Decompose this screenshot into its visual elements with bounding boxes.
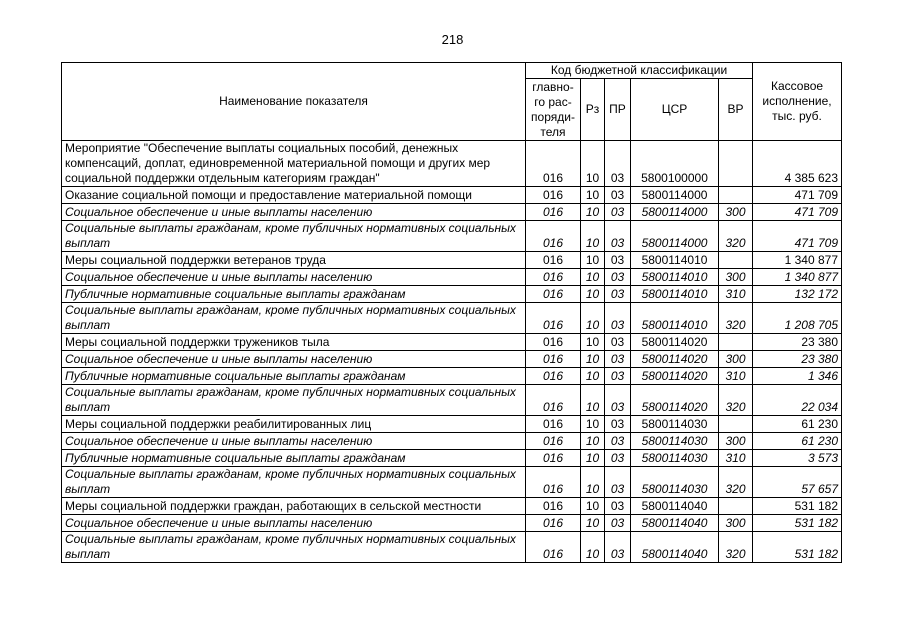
cell-amount: 132 172 — [753, 286, 842, 303]
cell-pr: 03 — [605, 368, 631, 385]
cell-grbs: 016 — [526, 351, 581, 368]
cell-vr: 320 — [719, 385, 753, 416]
cell-name: Социальное обеспечение и иные выплаты населению — [62, 269, 526, 286]
cell-amount: 23 380 — [753, 351, 842, 368]
cell-name: Социальные выплаты гражданам, кроме публичных нормативных социальных выплат — [62, 532, 526, 563]
cell-pr: 03 — [605, 351, 631, 368]
cell-amount: 23 380 — [753, 334, 842, 351]
cell-name: Публичные нормативные социальные выплаты гражданам — [62, 368, 526, 385]
cell-vr — [719, 252, 753, 269]
cell-vr: 300 — [719, 515, 753, 532]
table-row — [62, 303, 842, 334]
cell-grbs: 016 — [526, 416, 581, 433]
cell-pr: 03 — [605, 187, 631, 204]
cell-vr: 310 — [719, 450, 753, 467]
cell-name: Мероприятие "Обеспечение выплаты социальных пособий, денежных компенсаций, доплат, единовременной материальной помощи и других мер социальной поддержки отдельным категориям граждан" — [62, 141, 526, 187]
cell-vr: 320 — [719, 303, 753, 334]
cell-pr: 03 — [605, 252, 631, 269]
cell-grbs: 016 — [526, 204, 581, 221]
cell-rz: 10 — [581, 532, 605, 563]
table-row — [62, 204, 842, 221]
cell-grbs: 016 — [526, 286, 581, 303]
header-pr: ПР — [605, 79, 631, 141]
cell-amount: 22 034 — [753, 385, 842, 416]
cell-csr: 5800114010 — [631, 303, 719, 334]
cell-pr: 03 — [605, 515, 631, 532]
table-row — [62, 515, 842, 532]
cell-rz: 10 — [581, 467, 605, 498]
cell-vr: 320 — [719, 532, 753, 563]
cell-pr: 03 — [605, 286, 631, 303]
cell-amount: 61 230 — [753, 433, 842, 450]
cell-csr: 5800114040 — [631, 498, 719, 515]
cell-name: Меры социальной поддержки граждан, работающих в сельской местности — [62, 498, 526, 515]
cell-vr: 320 — [719, 221, 753, 252]
cell-csr: 5800114020 — [631, 368, 719, 385]
table-row — [62, 252, 842, 269]
cell-grbs: 016 — [526, 252, 581, 269]
cell-grbs: 016 — [526, 303, 581, 334]
cell-csr: 5800114020 — [631, 334, 719, 351]
table-row — [62, 221, 842, 252]
cell-grbs: 016 — [526, 269, 581, 286]
cell-vr — [719, 498, 753, 515]
cell-csr: 5800114030 — [631, 433, 719, 450]
cell-csr: 5800114000 — [631, 221, 719, 252]
cell-vr: 310 — [719, 368, 753, 385]
cell-csr: 5800114010 — [631, 252, 719, 269]
cell-name: Социальные выплаты гражданам, кроме публичных нормативных социальных выплат — [62, 385, 526, 416]
cell-pr: 03 — [605, 498, 631, 515]
cell-vr: 300 — [719, 433, 753, 450]
header-csr: ЦСР — [631, 79, 719, 141]
cell-csr: 5800114020 — [631, 351, 719, 368]
header-name: Наименование показателя — [62, 63, 526, 141]
cell-vr — [719, 141, 753, 187]
cell-rz: 10 — [581, 286, 605, 303]
table-header — [62, 63, 842, 141]
cell-grbs: 016 — [526, 515, 581, 532]
cell-amount: 4 385 623 — [753, 141, 842, 187]
header-rz: Рз — [581, 79, 605, 141]
table-row — [62, 269, 842, 286]
cell-rz: 10 — [581, 204, 605, 221]
table-row — [62, 467, 842, 498]
budget-table — [61, 62, 842, 563]
cell-csr: 5800114000 — [631, 204, 719, 221]
cell-name: Публичные нормативные социальные выплаты гражданам — [62, 286, 526, 303]
cell-amount: 531 182 — [753, 498, 842, 515]
table-row — [62, 286, 842, 303]
cell-pr: 03 — [605, 467, 631, 498]
cell-rz: 10 — [581, 450, 605, 467]
header-vr: ВР — [719, 79, 753, 141]
cell-pr: 03 — [605, 385, 631, 416]
cell-name: Социальное обеспечение и иные выплаты населению — [62, 204, 526, 221]
cell-pr: 03 — [605, 433, 631, 450]
cell-amount: 471 709 — [753, 187, 842, 204]
cell-name: Социальные выплаты гражданам, кроме публичных нормативных социальных выплат — [62, 221, 526, 252]
cell-name: Социальные выплаты гражданам, кроме публичных нормативных социальных выплат — [62, 303, 526, 334]
cell-vr — [719, 416, 753, 433]
cell-rz: 10 — [581, 351, 605, 368]
cell-name: Публичные нормативные социальные выплаты гражданам — [62, 450, 526, 467]
table-row — [62, 187, 842, 204]
cell-amount: 531 182 — [753, 532, 842, 563]
cell-rz: 10 — [581, 416, 605, 433]
cell-vr: 310 — [719, 286, 753, 303]
cell-grbs: 016 — [526, 498, 581, 515]
cell-pr: 03 — [605, 204, 631, 221]
table-row — [62, 450, 842, 467]
cell-rz: 10 — [581, 334, 605, 351]
header-grbs: главно-го рас-поряди-теля — [526, 79, 581, 141]
cell-csr: 5800114030 — [631, 416, 719, 433]
cell-amount: 1 340 877 — [753, 269, 842, 286]
cell-amount: 471 709 — [753, 204, 842, 221]
cell-csr: 5800114010 — [631, 269, 719, 286]
table-row — [62, 141, 842, 187]
cell-vr: 300 — [719, 269, 753, 286]
cell-rz: 10 — [581, 433, 605, 450]
cell-csr: 5800114040 — [631, 532, 719, 563]
table-body — [62, 141, 842, 563]
cell-amount: 57 657 — [753, 467, 842, 498]
cell-rz: 10 — [581, 385, 605, 416]
cell-grbs: 016 — [526, 467, 581, 498]
table-row — [62, 351, 842, 368]
cell-grbs: 016 — [526, 385, 581, 416]
cell-pr: 03 — [605, 450, 631, 467]
cell-amount: 531 182 — [753, 515, 842, 532]
cell-rz: 10 — [581, 368, 605, 385]
cell-pr: 03 — [605, 532, 631, 563]
cell-amount: 471 709 — [753, 221, 842, 252]
table-row — [62, 433, 842, 450]
cell-amount: 61 230 — [753, 416, 842, 433]
cell-rz: 10 — [581, 252, 605, 269]
page-number: 218 — [441, 32, 464, 47]
cell-name: Социальное обеспечение и иные выплаты населению — [62, 515, 526, 532]
cell-rz: 10 — [581, 221, 605, 252]
cell-csr: 5800114040 — [631, 515, 719, 532]
cell-rz: 10 — [581, 141, 605, 187]
cell-name: Оказание социальной помощи и предоставление материальной помощи — [62, 187, 526, 204]
table-row — [62, 416, 842, 433]
table-row — [62, 498, 842, 515]
cell-vr — [719, 334, 753, 351]
cell-grbs: 016 — [526, 433, 581, 450]
cell-name: Социальные выплаты гражданам, кроме публичных нормативных социальных выплат — [62, 467, 526, 498]
cell-rz: 10 — [581, 303, 605, 334]
cell-grbs: 016 — [526, 187, 581, 204]
header-code-group: Код бюджетной классификации — [526, 63, 753, 79]
cell-rz: 10 — [581, 187, 605, 204]
cell-grbs: 016 — [526, 368, 581, 385]
cell-grbs: 016 — [526, 450, 581, 467]
cell-name: Социальное обеспечение и иные выплаты населению — [62, 433, 526, 450]
cell-grbs: 016 — [526, 141, 581, 187]
cell-vr: 300 — [719, 351, 753, 368]
cell-vr — [719, 187, 753, 204]
cell-name: Социальное обеспечение и иные выплаты населению — [62, 351, 526, 368]
table-row — [62, 385, 842, 416]
cell-pr: 03 — [605, 269, 631, 286]
table-row — [62, 368, 842, 385]
cell-rz: 10 — [581, 269, 605, 286]
cell-amount: 1 346 — [753, 368, 842, 385]
cell-rz: 10 — [581, 498, 605, 515]
cell-pr: 03 — [605, 334, 631, 351]
cell-rz: 10 — [581, 515, 605, 532]
table-row — [62, 334, 842, 351]
cell-vr: 300 — [719, 204, 753, 221]
cell-grbs: 016 — [526, 334, 581, 351]
cell-vr: 320 — [719, 467, 753, 498]
cell-pr: 03 — [605, 416, 631, 433]
cell-pr: 03 — [605, 303, 631, 334]
cell-name: Меры социальной поддержки ветеранов труда — [62, 252, 526, 269]
cell-csr: 5800100000 — [631, 141, 719, 187]
cell-grbs: 016 — [526, 221, 581, 252]
cell-amount: 3 573 — [753, 450, 842, 467]
table-row — [62, 532, 842, 563]
header-amount: Кассовое исполнение, тыс. руб. — [753, 63, 842, 141]
cell-amount: 1 340 877 — [753, 252, 842, 269]
cell-csr: 5800114000 — [631, 187, 719, 204]
cell-csr: 5800114030 — [631, 450, 719, 467]
cell-csr: 5800114030 — [631, 467, 719, 498]
cell-name: Меры социальной поддержки реабилитированных лиц — [62, 416, 526, 433]
cell-csr: 5800114020 — [631, 385, 719, 416]
cell-amount: 1 208 705 — [753, 303, 842, 334]
cell-pr: 03 — [605, 221, 631, 252]
cell-pr: 03 — [605, 141, 631, 187]
cell-csr: 5800114010 — [631, 286, 719, 303]
cell-grbs: 016 — [526, 532, 581, 563]
cell-name: Меры социальной поддержки тружеников тыла — [62, 334, 526, 351]
